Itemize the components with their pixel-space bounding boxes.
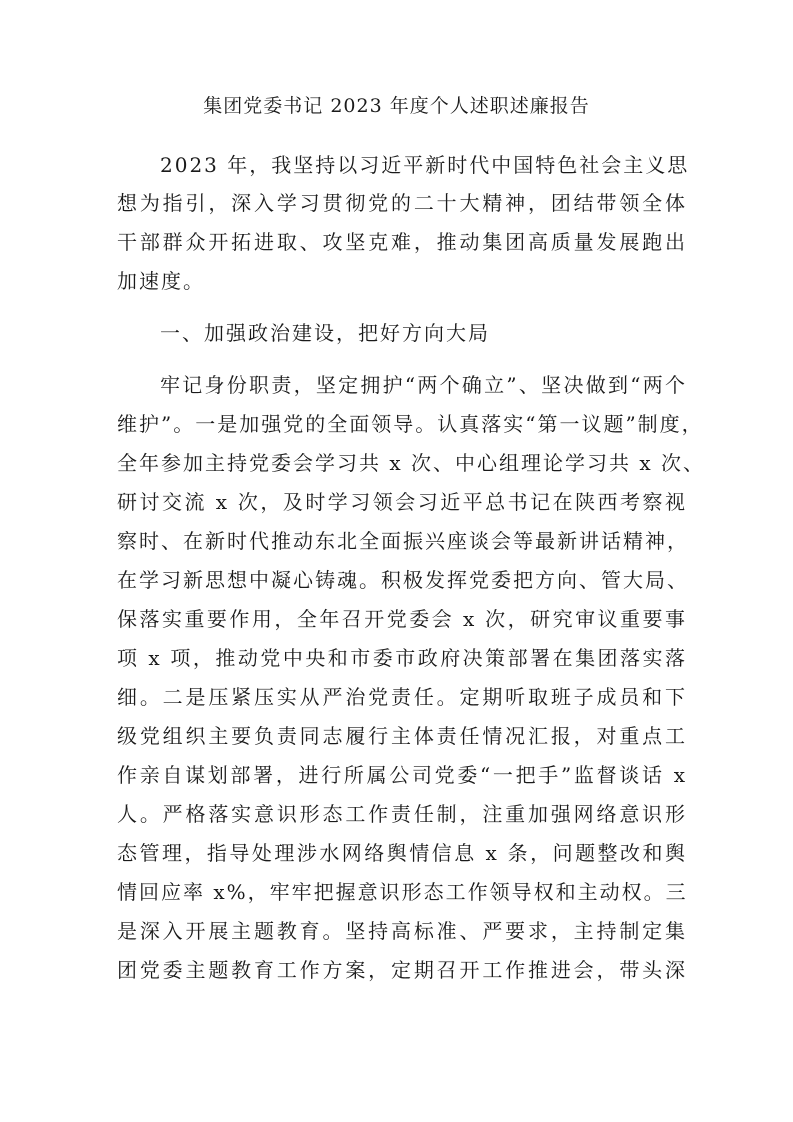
paragraph-line: 项 x 项，推动党中央和市委市政府决策部署在集团落实落 [117,646,687,670]
paragraph-line: 察时、在新时代推动东北全面振兴座谈会等最新讲话精神， [117,529,689,553]
paragraph-line: 级党组织主要负责同志履行主体责任情况汇报，对重点工 [117,724,687,748]
paragraph-line: 研讨交流 x 次，及时学习领会习近平总书记在陕西考察视 [117,490,687,514]
paragraph-line: 2023 年，我坚持以习近平新时代中国特色社会主义思 [160,153,690,177]
paragraph-line: 态管理，指导处理涉水网络舆情信息 x 条，问题整改和舆 [117,841,687,865]
paragraph-line: 干部群众开拓进取、攻坚克难，推动集团高质量发展跑出 [117,230,687,254]
paragraph-line: 牢记身份职责，坚定拥护“两个确立”、坚决做到“两个 [160,373,687,397]
section-heading: 一、加强政治建设，把好方向大局 [160,321,490,345]
paragraph-line: 团党委主题教育工作方案，定期召开工作推进会，带头深 [117,958,687,982]
paragraph-line: 维护”。一是加强党的全面领导。认真落实“第一议题”制度， [117,412,704,436]
paragraph-line: 情回应率 x%，牢牢把握意识形态工作领导权和主动权。三 [117,880,688,904]
paragraph-line: 在学习新思想中凝心铸魂。积极发挥党委把方向、管大局、 [117,568,689,592]
paragraph-line: 人。严格落实意识形态工作责任制，注重加强网络意识形 [117,802,687,826]
paragraph-line: 细。二是压紧压实从严治党责任。定期听取班子成员和下 [117,685,687,709]
paragraph-line: 想为指引，深入学习贯彻党的二十大精神，团结带领全体 [117,191,687,215]
paragraph-line: 作亲自谋划部署，进行所属公司党委“一把手”监督谈话 x [117,763,687,787]
paragraph-line: 是深入开展主题教育。坚持高标准、严要求，主持制定集 [117,919,687,943]
paragraph-line: 加速度。 [117,269,205,293]
paragraph-line: 全年参加主持党委会学习共 x 次、中心组理论学习共 x 次、 [117,451,705,475]
paragraph-line: 保落实重要作用，全年召开党委会 x 次，研究审议重要事 [117,607,687,631]
document-title: 集团党委书记 2023 年度个人述职述廉报告 [203,95,590,117]
